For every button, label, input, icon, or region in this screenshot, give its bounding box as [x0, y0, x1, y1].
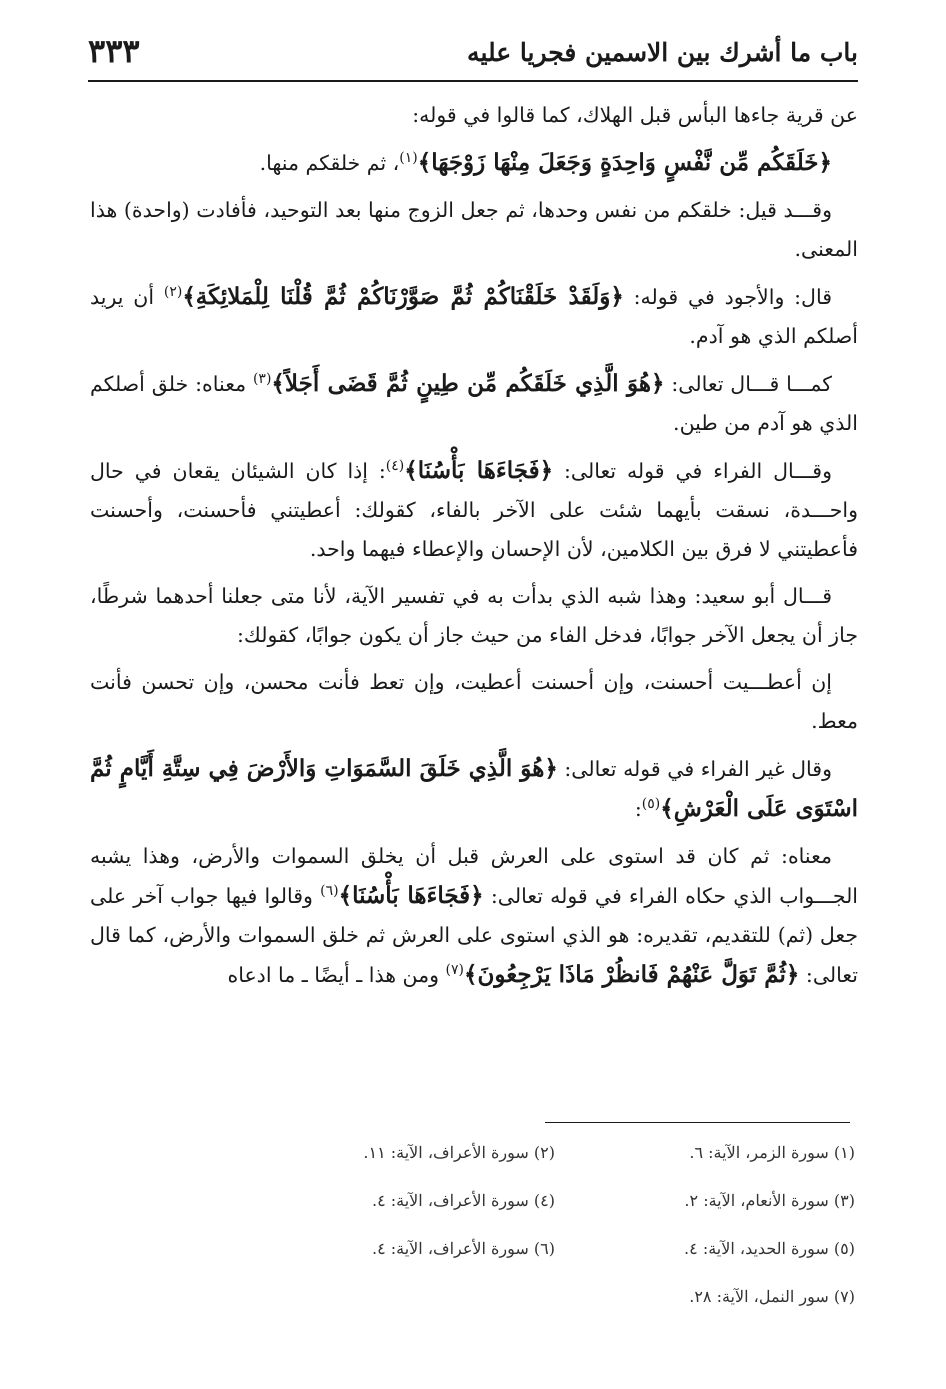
paragraph-1: عن قرية جاءها البأس قبل الهلاك، كما قالوا في قوله:: [412, 103, 858, 127]
footnote-ref: (١): [399, 150, 418, 167]
footnote-ref: (٦): [320, 883, 339, 900]
paragraph-8: إن أعطـــيت أحسنت، وإن أحسنت أعطيت، وإن تعط فأنت محسن، وإن تحسن فأنت معط.: [90, 670, 858, 733]
quran-verse: ﴿فَجَاءَهَا بَأْسُنَا﴾: [338, 882, 484, 909]
quran-verse: ﴿فَجَاءَهَا بَأْسُنَا﴾: [404, 457, 554, 484]
paragraph-text: وقـــال الفراء في قوله تعالى:: [553, 459, 832, 483]
footnote-ref: (٥): [641, 796, 661, 813]
quran-verse: ﴿هُوَ الَّذِي خَلَقَ السَّمَوَاتِ وَالأَرْضَ فِي سِتَّةِ أَيَّامٍ ثُمَّ اسْتَوَى عَلَى الْعَرْشِ﴾: [90, 755, 858, 822]
paragraph-text: معناه: ثم كان قد استوى على العرش قبل أن يخلق السموات والأرض، وهذا يشبه الجـــواب الذي حكاه الفراء في قوله تعالى:: [90, 844, 859, 908]
paragraph-text: كمـــا قـــال تعالى:: [664, 372, 832, 396]
paragraph-text: قال: والأجود في قوله:: [623, 285, 832, 309]
quran-verse: ﴿وَلَقَدْ خَلَقْنَاكُمْ ثُمَّ صَوَّرْنَاكُمْ ثُمَّ قُلْنَا لِلْمَلائِكَةِ﴾: [182, 283, 624, 310]
paragraph-6: [90, 451, 858, 569]
running-title: باب ما أشرك بين الاسمين فجريا عليه: [467, 38, 858, 67]
main-text: [90, 96, 858, 1003]
paragraph-5: [90, 364, 858, 443]
paragraph-text: أن يريد أصلكم الذي هو آدم.: [90, 285, 858, 348]
paragraph-text: : إذا كان الشيئان يقعان في حال واحـــدة، نسقت بأيهما شئت على الآخر بالفاء، كقولك: أعطيتني فأحسنت، وأحسنت فأعطيتني لا فرق بين الكلامين، لأن الإحسان والإعطاء فيهما واحد.: [90, 459, 858, 561]
paragraph-4: [90, 277, 858, 356]
paragraph-9: [90, 749, 858, 829]
quran-verse: ﴿خَلَقَكُم مِّن نَّفْسٍ وَاحِدَةٍ وَجَعَلَ مِنْهَا زَوْجَهَا﴾: [417, 149, 832, 176]
paragraph-3: وقـــد قيل: خلقكم من نفس وحدها، ثم جعل الزوج منها بعد التوحيد، فأفادت (واحدة) هذا المعنى.: [90, 198, 858, 261]
footnote-1: (١) سورة الزمر، الآية: ٦.: [689, 1143, 855, 1162]
paragraph-7: قـــال أبو سعيد: وهذا شبه الذي بدأت به في تفسير الآية، لأنا متى جعلنا أحدهما شرطًا، جاز أن يجعل الآخر جوابًا، فدخل الفاء من حيث جاز أن يكون جوابًا، كقولك:: [90, 584, 858, 647]
page-number: ٣٣٣: [88, 32, 140, 70]
paragraph-text: وقالوا فيها جواب آخر على جعل (ثم) للتقديم، تقديره: هو الذي استوى على العرش ثم خلق السموات والأرض، كما قال تعالى:: [90, 884, 858, 987]
footnote-3: (٣) سورة الأنعام، الآية: ٢.: [684, 1191, 855, 1210]
footnote-4: (٤) سورة الأعراف، الآية: ٤.: [371, 1191, 555, 1210]
paragraph-2: [90, 143, 858, 183]
footnotes: [300, 1135, 855, 1325]
paragraph-text: معناه: خلق أصلكم الذي هو آدم من طين.: [90, 372, 858, 435]
quran-verse: ﴿ثُمَّ تَوَلَّ عَنْهُمْ فَانظُرْ مَاذَا يَرْجِعُونَ﴾: [464, 961, 800, 988]
paragraph-text: :: [634, 797, 642, 821]
paragraph-text: ، ثم خلقكم منها.: [259, 151, 400, 175]
paragraph-10: [90, 837, 858, 995]
footnote-5: (٥) سورة الحديد، الآية: ٤.: [684, 1239, 855, 1258]
paragraph-text: وقال غير الفراء في قوله تعالى:: [557, 757, 832, 781]
footnote-ref: (٣): [252, 371, 272, 388]
footnote-6: (٦) سورة الأعراف، الآية: ٤.: [371, 1239, 555, 1258]
footnote-ref: (٧): [445, 962, 465, 979]
footnote-ref: (٢): [163, 284, 183, 301]
quran-verse: ﴿هُوَ الَّذِي خَلَقَكُم مِّن طِينٍ ثُمَّ قَضَى أَجَلاً﴾: [271, 370, 665, 397]
paragraph-text: ومن هذا ـ أيضًا ـ ما ادعاه: [227, 963, 446, 987]
page-header: [88, 28, 858, 82]
footnote-7: (٧) سور النمل، الآية: ٢٨.: [689, 1287, 855, 1306]
footnote-separator: [545, 1122, 850, 1123]
footnote-2: (٢) سورة الأعراف، الآية: ١١.: [363, 1143, 555, 1162]
footnote-ref: (٤): [385, 458, 405, 475]
